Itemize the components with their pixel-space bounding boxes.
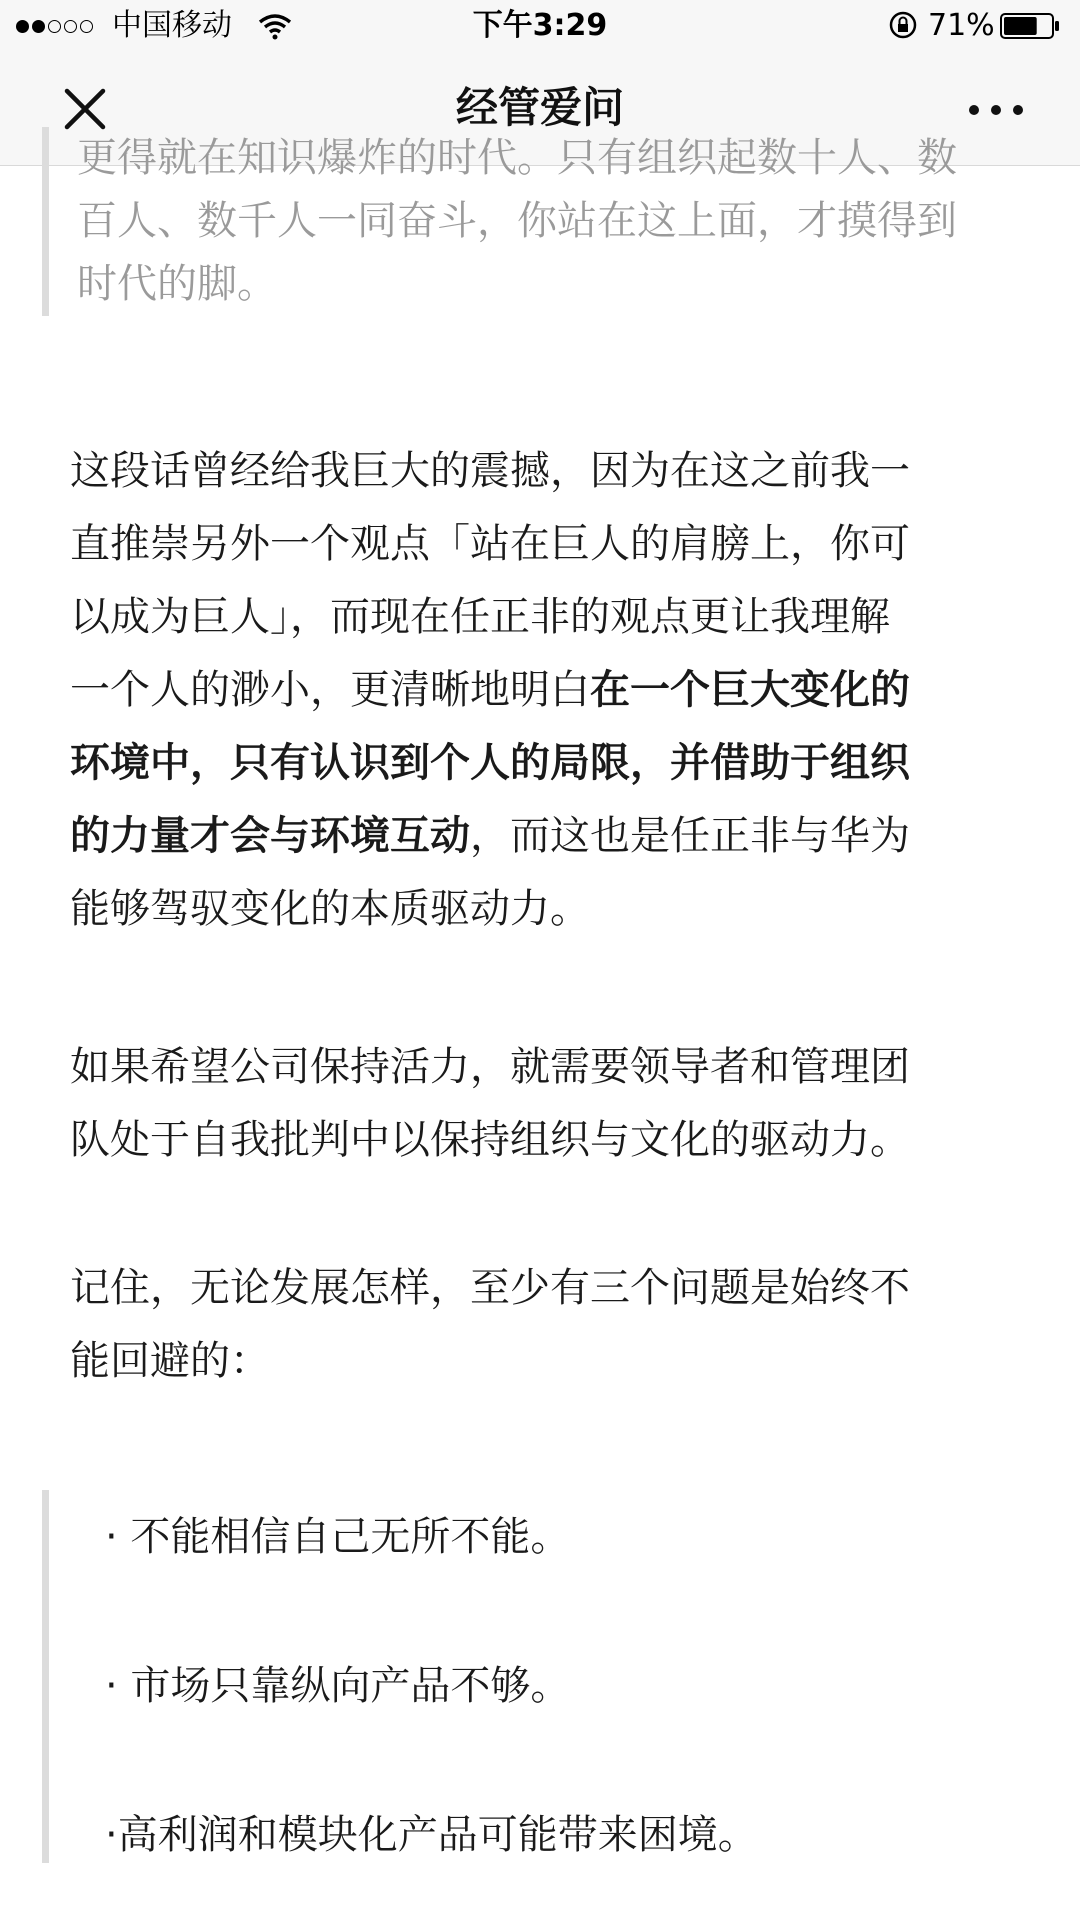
bold-text: 的力量才会与环境互动 — [70, 813, 470, 859]
paragraph-2 — [70, 1031, 1030, 1177]
list-item: ·高利润和模块化产品可能带来困境。 — [105, 1812, 758, 1858]
rotation-lock-icon — [888, 10, 918, 40]
paragraph-line: 如果希望公司保持活力，就需要领导者和管理团 — [70, 1044, 910, 1090]
carrier-name: 中国移动 — [112, 8, 232, 43]
normal-text: 一个人的渺小，更清晰地明白 — [70, 667, 590, 713]
bold-text: 环境中，只有认识到个人的局限，并借助于组织 — [70, 740, 910, 786]
quote-line: 百人、数千人一同奋斗，你站在这上面，才摸得到 — [77, 198, 957, 244]
battery-percent: 71% — [928, 8, 995, 43]
quote-line: 更得就在知识爆炸的时代。只有组织起数十人、数 — [77, 135, 957, 181]
paragraph-line: 以成为巨人」，而现在任正非的观点更让我理解 — [70, 594, 890, 640]
list-item: · 不能相信自己无所不能。 — [105, 1514, 571, 1560]
page-title: 经管爱问 — [455, 83, 624, 132]
paragraph-line: 能够驾驭变化的本质驱动力。 — [70, 886, 590, 932]
paragraph-line — [70, 727, 1030, 800]
paragraph-line: 这段话曾经给我巨大的震撼，因为在这之前我一 — [70, 448, 910, 494]
top-blockquote — [42, 127, 1042, 316]
quote-line: 时代的脚。 — [77, 261, 277, 307]
bold-text: 在一个巨大变化的 — [590, 667, 910, 713]
paragraph-line: 能回避的： — [70, 1338, 270, 1384]
battery-icon — [1000, 13, 1060, 39]
normal-text: ，而这也是任正非与华为 — [470, 813, 910, 859]
clock: 下午3:29 — [472, 8, 608, 43]
paragraph-1 — [70, 435, 1030, 946]
more-icon[interactable] — [966, 98, 1026, 122]
paragraph-line: 队处于自我批判中以保持组织与文化的驱动力。 — [70, 1117, 910, 1163]
list-item: · 市场只靠纵向产品不够。 — [105, 1663, 571, 1709]
paragraph-3 — [70, 1252, 1030, 1398]
article-content[interactable] — [0, 135, 1080, 1920]
list-blockquote — [42, 1490, 1042, 1863]
paragraph-line — [70, 654, 1030, 727]
paragraph-line — [70, 800, 1030, 873]
paragraph-line: 记住，无论发展怎样，至少有三个问题是始终不 — [70, 1265, 910, 1311]
status-bar — [0, 0, 1080, 54]
paragraph-line: 直推崇另外一个观点「站在巨人的肩膀上，你可 — [70, 521, 910, 567]
